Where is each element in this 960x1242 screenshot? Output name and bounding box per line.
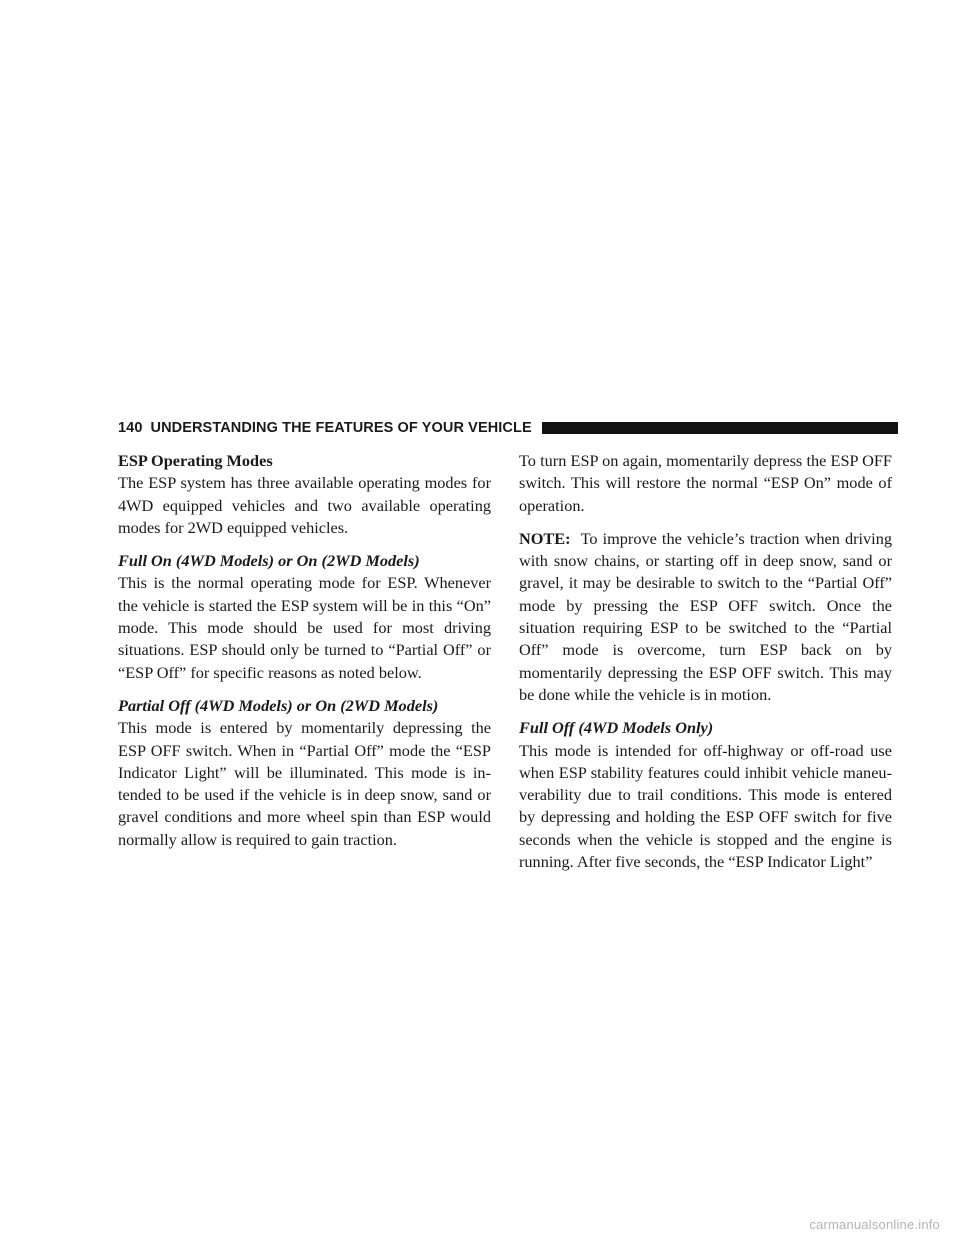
page-header <box>118 418 898 438</box>
full-on-heading: Full On (4WD Models) or On (2WD Models) <box>118 551 420 571</box>
full-off-text: This mode is intended for off-highway or off-road use when ESP stability features could inhibit vehicle maneu-verability due to trail conditions. This mode is entered by depressing and holding the ESP OFF switch for five seconds when the vehicle is stopped and the engine is running. After five seconds, the “ESP Indicator Light” <box>519 740 892 872</box>
note-label: NOTE: <box>519 528 571 548</box>
right-column <box>519 450 892 884</box>
full-off-heading: Full Off (4WD Models Only) <box>519 718 714 738</box>
watermark: carmanualsonline.info <box>809 1217 940 1232</box>
esp-modes-heading: ESP Operating Modes <box>118 451 273 470</box>
full-on-text: This is the normal operating mode for ESP. Whenever the vehicle is started the ESP system will be in this “On” mode. This mode should be used for most driving situations. ESP should only be turned to “Partial Off” or “ESP Off” for specific reasons as noted below. <box>118 573 491 682</box>
esp-modes-intro: The ESP system has three available operating modes for 4WD equipped vehicles and two available operating modes for 2WD equipped vehicles. <box>118 473 491 537</box>
header-rule-bar <box>542 422 898 434</box>
section-title: UNDERSTANDING THE FEATURES OF YOUR VEHICLE <box>150 420 532 436</box>
note-paragraph <box>519 528 892 706</box>
partial-off-text: This mode is entered by momentarily depressing the ESP OFF switch. When in “Partial Off” mode the “ESP Indicator Light” will be illuminated. This mode is in-tended to be used if the vehicle is in deep snow, sand or gravel conditions and more wheel spin than ESP would normally allow is required to gain traction. <box>118 718 491 849</box>
page-number: 140 <box>118 420 143 436</box>
turn-on-text: To turn ESP on again, momentarily depress the ESP OFF switch. This will restore the normal “ESP On” mode of operation. <box>519 451 892 515</box>
note-text: To improve the vehicle’s traction when driving with snow chains, or starting off in deep snow, sand or gravel, it may be desirable to switch to the “Partial Off” mode by pressing the ESP OFF switch. Once the situation requiring ESP to be switched to the “Partial Off” mode is overcome, turn ESP back on by momentarily depressing the ESP OFF switch. This may be done while the vehicle is in motion. <box>519 528 892 704</box>
partial-off-heading: Partial Off (4WD Models) or On (2WD Models) <box>118 695 439 715</box>
left-column <box>118 450 491 862</box>
